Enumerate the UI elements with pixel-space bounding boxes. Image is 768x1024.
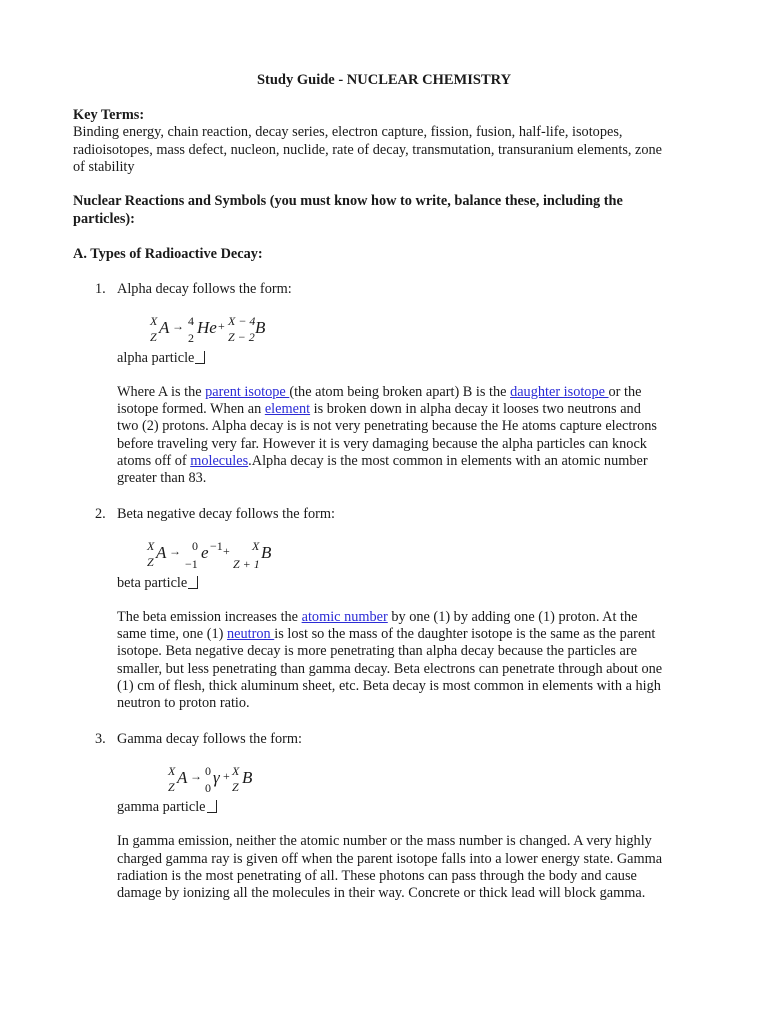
beta-eq-plus: + [223, 544, 230, 558]
reactions-heading-line-1: Nuclear Reactions and Symbols (you must know how to write, balance these, including the [73, 193, 623, 209]
key-terms-line-2: radioisotopes, mass defect, nucleon, nuclide, rate of decay, transmutation, transuranium elements, zone [73, 142, 663, 158]
molecules-link[interactable]: molecules [190, 453, 249, 469]
beta-para-line-6: neutron to proton ratio. [117, 695, 250, 711]
beta-para-line-5: (1) cm of flesh, thick aluminum sheet, etc. Beta decay is most common in elements with a high [117, 678, 661, 694]
parent-isotope-link[interactable]: parent isotope [205, 384, 290, 400]
beta-intro: Beta negative decay follows the form: [117, 506, 335, 522]
beta-para-line-1: The beta emission increases the atomic number by one (1) by adding one (1) proton. At the [117, 609, 638, 625]
reactions-heading-line-2: particles): [73, 211, 135, 227]
gamma-para-line-1: In gamma emission, neither the atomic number or the mass number is changed. A very highly [117, 833, 652, 849]
alpha-para-line-2: isotope formed. When an element is broken down in alpha decay it looses two neutrons and [117, 401, 641, 417]
key-terms-line-3: of stability [73, 159, 135, 175]
beta-eq-atomic-e: −1 [185, 557, 198, 571]
paragraph-mark-icon [195, 351, 205, 364]
gamma-intro: Gamma decay follows the form: [117, 731, 303, 747]
alpha-para-line-5: atoms off of molecules.Alpha decay is the most common in elements with an atomic number [117, 453, 648, 469]
alpha-eq-atomic-he: 2 [188, 331, 194, 345]
alpha-eq-mass-b: X − 4 [228, 314, 256, 328]
alpha-eq-atomic-b: Z − 2 [228, 330, 255, 344]
beta-eq-symbol-a: A [156, 543, 167, 562]
beta-eq-mass-b: X [252, 539, 260, 553]
gamma-para-line-4: damage by ionizing all the molecules in their way. Concrete or thick lead will block gamma. [117, 885, 646, 901]
paragraph-mark-icon [207, 800, 217, 813]
gamma-eq-atomic-g: 0 [205, 781, 211, 795]
beta-eq-charge-e: −1 [210, 539, 223, 553]
gamma-eq-plus: + [223, 769, 230, 783]
gamma-eq-mass-g: 0 [205, 764, 211, 778]
beta-para-line-2: same time, one (1) neutron is lost so the mass of the daughter isotope is the same as the parent [117, 626, 656, 642]
gamma-particle-label: gamma particle [117, 799, 217, 816]
gamma-eq-arrow: → [190, 769, 202, 783]
alpha-eq-symbol-a: A [159, 318, 170, 337]
alpha-decay-equation [148, 314, 298, 350]
alpha-eq-mass-a: X [150, 314, 158, 328]
alpha-eq-atomic-a: Z [150, 330, 157, 344]
gamma-item-number: 3. [95, 731, 106, 747]
element-link[interactable]: element [264, 401, 311, 417]
alpha-eq-symbol-b: B [255, 318, 266, 337]
gamma-decay-equation [166, 764, 286, 798]
beta-eq-arrow: → [169, 544, 181, 558]
gamma-eq-atomic-a: Z [168, 780, 175, 794]
beta-eq-atomic-b: Z + 1 [233, 557, 260, 571]
alpha-para-line-3: two (2) protons. Alpha decay is is not very penetrating because the He atoms capture electrons [117, 418, 657, 434]
alpha-particle-label: alpha particle [117, 350, 205, 367]
alpha-intro: Alpha decay follows the form: [117, 281, 292, 297]
alpha-para-line-6: greater than 83. [117, 470, 207, 486]
gamma-eq-symbol-b: B [242, 768, 253, 787]
beta-eq-mass-a: X [147, 539, 155, 553]
section-a-heading: A. Types of Radioactive Decay: [73, 246, 263, 262]
beta-para-line-4: smaller, but less penetrating than gamma decay. Beta electrons can penetrate through about one [117, 661, 663, 677]
beta-eq-mass-e: 0 [192, 539, 198, 553]
daughter-isotope-link[interactable]: daughter isotope [510, 384, 609, 400]
beta-para-line-3: isotope. Beta negative decay is more penetrating than alpha decay because the particles are [117, 643, 638, 659]
gamma-eq-mass-b: X [232, 764, 240, 778]
gamma-para-line-2: charged gamma ray is given off when the parent isotope falls into a lower energy state. Gamma [117, 851, 663, 867]
key-terms-heading: Key Terms: [73, 107, 145, 123]
beta-decay-equation [145, 539, 295, 575]
page-title: Study Guide - NUCLEAR CHEMISTRY [256, 72, 512, 88]
gamma-eq-atomic-b: Z [232, 780, 239, 794]
beta-item-number: 2. [95, 506, 106, 522]
gamma-eq-mass-a: X [168, 764, 176, 778]
alpha-para-line-4: before traveling very far. However it is very damaging because the alpha particles can knock [117, 436, 647, 452]
gamma-para-line-3: radiation is the most penetrating of all. These photons can pass through the body and cause [117, 868, 637, 884]
gamma-eq-symbol-a: A [177, 768, 188, 787]
alpha-eq-plus: + [218, 319, 225, 333]
beta-eq-atomic-a: Z [147, 555, 154, 569]
beta-eq-symbol-e: e [201, 543, 209, 562]
neutron-link[interactable]: neutron [226, 626, 275, 642]
atomic-number-link[interactable]: atomic number [301, 609, 388, 625]
alpha-eq-symbol-he: He [197, 318, 217, 337]
gamma-eq-symbol-g: γ [213, 768, 220, 787]
beta-particle-label: beta particle [117, 575, 198, 592]
alpha-item-number: 1. [95, 281, 106, 297]
alpha-eq-arrow: → [172, 319, 184, 333]
alpha-para-line-1: Where A is the parent isotope (the atom being broken apart) B is the daughter isotope or the [117, 384, 642, 400]
alpha-eq-mass-he: 4 [188, 314, 194, 328]
beta-eq-symbol-b: B [261, 543, 272, 562]
paragraph-mark-icon [188, 576, 198, 589]
key-terms-line-1: Binding energy, chain reaction, decay series, electron capture, fission, fusion, half-life, isotopes, [73, 124, 623, 140]
